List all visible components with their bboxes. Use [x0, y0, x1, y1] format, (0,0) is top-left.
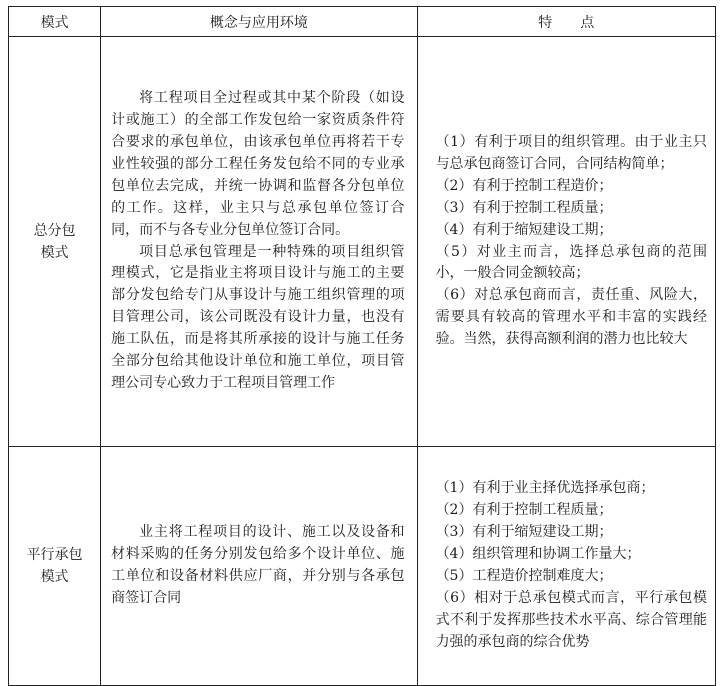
feature-item: （4）有利于缩短建设工期；: [435, 221, 613, 238]
concept-paragraph: 项目总承包管理是一种特殊的项目组织管理模式，它是指业主将项目设计与施工的主要部分发包给专门从事设计与施工组织管理的项目管理公司，该公司既没有设计力量，也没有施工队伍，而是将其所承接的设计与施工任务全部分包给其他设计单位和施工单位，项目管理公司专心致力于工程项目管理工作: [111, 243, 405, 391]
feature-item: （2）有利于控制工程造价；: [435, 177, 613, 194]
feature-item: （3）有利于缩短建设工期；: [435, 524, 613, 541]
feature-item: （1）有利于业主择优选择承包商；: [435, 480, 655, 497]
feature-cell: [417, 37, 715, 447]
mode-cell: [9, 37, 101, 447]
mode-label-line: 总分包: [33, 222, 76, 239]
header-concept: 概念与应用环境: [101, 7, 417, 37]
feature-item: （2）有利于控制工程质量；: [435, 502, 613, 519]
feature-item: （3）有利于控制工程质量；: [435, 199, 613, 216]
table-row: [9, 37, 716, 447]
table-row: [9, 447, 716, 686]
feature-cell: [417, 447, 715, 686]
mode-cell: [9, 447, 101, 686]
feature-item: （6）相对于总承包模式而言，平行承包模式不利于发挥那些技术水平高、综合管理能力强的承包商的综合优势: [435, 589, 707, 650]
table-header-row: [9, 7, 716, 37]
feature-item: （1）有利于项目的组织管理。由于业主只与总承包商签订合同，合同结构简单；: [435, 133, 707, 172]
concept-cell: [101, 37, 417, 447]
header-mode: 模式: [9, 7, 101, 37]
feature-item: （4）组织管理和协调工作量大；: [435, 546, 641, 563]
header-feature: 特 点: [417, 7, 715, 37]
concept-paragraph: 业主将工程项目的设计、施工以及设备和材料采购的任务分别发包给多个设计单位、施工单位和设备材料供应厂商，并分别与各承包商签订合同: [111, 524, 405, 606]
concept-cell: [101, 447, 417, 686]
feature-item: （5）工程造价控制难度大；: [435, 568, 613, 584]
concept-paragraph: 将工程项目全过程或其中某个阶段（如设计或施工）的全部工作发包给一家资质条件符合要求的承包单位，由该承包单位再将若干专业性较强的部分工程任务发包给不同的专业承包单位去完成，并统一协调和监督各分包单位的工作。这样，业主只与总承包单位签订合同，而不与各专业分包单位签订合同。: [111, 90, 405, 238]
mode-label-line: 平行承包: [26, 547, 83, 563]
contract-mode-table: [8, 6, 716, 686]
feature-item: （5）对业主而言，选择总承包商的范围小，一般合同金额较高；: [435, 243, 707, 282]
mode-label-line: 模式: [40, 244, 69, 261]
feature-item: （6）对总承包商而言，责任重、风险大，需要具有较高的管理水平和丰富的实践经验。当然，获得高额利润的潜力也比较大: [435, 287, 707, 348]
mode-label-line: 模式: [40, 569, 69, 585]
